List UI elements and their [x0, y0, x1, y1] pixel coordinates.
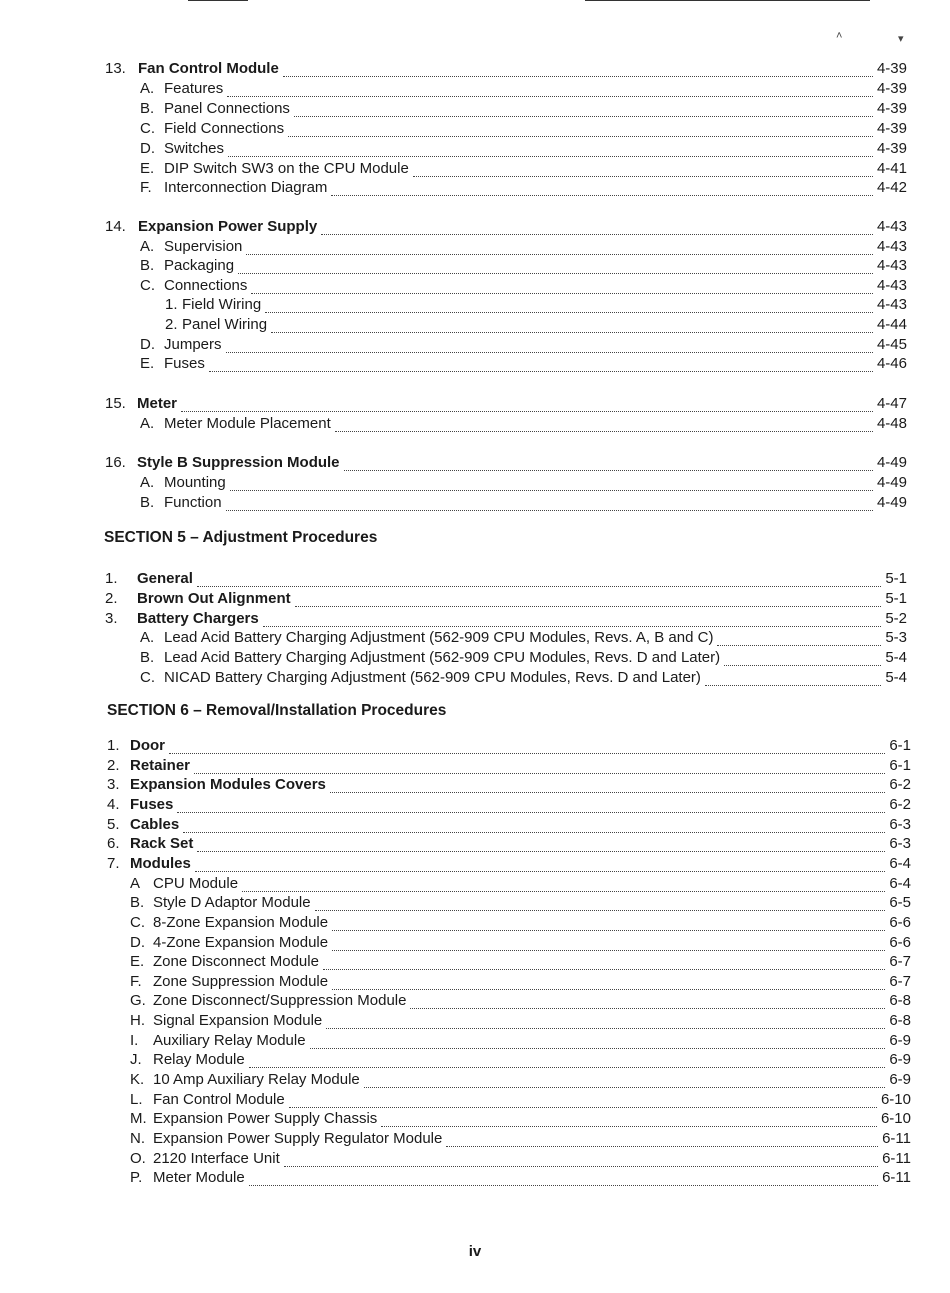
- entry-number: 6.: [107, 835, 120, 852]
- entry-number: I.: [130, 1032, 139, 1049]
- dot-leader: [330, 778, 885, 793]
- dot-leader: [323, 955, 885, 970]
- entry-number: E.: [130, 953, 145, 970]
- toc-entry[interactable]: [130, 913, 911, 933]
- toc-entry[interactable]: [140, 178, 907, 198]
- entry-number: 2.: [105, 590, 118, 607]
- toc-entry[interactable]: [107, 815, 911, 835]
- toc-entry[interactable]: [130, 952, 911, 972]
- entry-title: Rack Set: [130, 835, 194, 852]
- dot-leader: [288, 122, 873, 137]
- entry-number: 16.: [105, 454, 126, 471]
- entry-title: Style B Suppression Module: [137, 454, 340, 471]
- toc-entry[interactable]: [140, 99, 907, 119]
- dot-leader: [265, 298, 873, 313]
- entry-page-number: 4-46: [876, 355, 907, 372]
- entry-number: 1.: [107, 737, 120, 754]
- entry-title: Expansion Power Supply Chassis: [153, 1110, 378, 1127]
- entry-page-number: 6-11: [882, 1150, 911, 1167]
- entry-number: L.: [130, 1091, 143, 1108]
- toc-entry[interactable]: [140, 237, 907, 257]
- entry-page-number: 4-39: [876, 140, 907, 157]
- entry-page-number: 5-1: [885, 570, 907, 587]
- toc-entry[interactable]: [105, 589, 907, 609]
- entry-page-number: 6-9: [889, 1032, 911, 1049]
- dot-leader: [230, 476, 873, 491]
- dot-leader: [705, 671, 881, 686]
- entry-page-number: 4-49: [876, 454, 907, 471]
- dot-leader: [228, 142, 873, 157]
- entry-page-number: 6-1: [889, 737, 911, 754]
- entry-number: P.: [130, 1169, 143, 1186]
- entry-number: 15.: [105, 395, 126, 412]
- entry-title: Mounting: [164, 474, 226, 491]
- entry-page-number: 4-49: [876, 494, 907, 511]
- dot-leader: [344, 456, 873, 471]
- toc-entry[interactable]: [140, 473, 907, 493]
- toc-entry[interactable]: [130, 1070, 911, 1090]
- scan-speck: ▾: [898, 33, 904, 45]
- toc-entry[interactable]: [105, 394, 907, 414]
- entry-title: General: [137, 570, 193, 587]
- dot-leader: [246, 240, 873, 255]
- entry-page-number: 6-11: [882, 1169, 911, 1186]
- entry-page-number: 6-6: [889, 934, 911, 951]
- toc-entry[interactable]: [105, 453, 907, 473]
- dot-leader: [294, 102, 873, 117]
- entry-title: 4-Zone Expansion Module: [153, 934, 329, 951]
- entry-page-number: 5-2: [885, 610, 907, 627]
- entry-title: Expansion Modules Covers: [130, 776, 326, 793]
- entry-number: C.: [130, 914, 145, 931]
- dot-leader: [209, 357, 873, 372]
- toc-entry[interactable]: [140, 159, 907, 179]
- entry-number: B.: [140, 649, 155, 666]
- dot-leader: [183, 818, 885, 833]
- entry-number: K.: [130, 1071, 145, 1088]
- entry-title: 10 Amp Auxiliary Relay Module: [153, 1071, 360, 1088]
- entry-page-number: 6-7: [889, 973, 911, 990]
- entry-page-number: 6-2: [889, 776, 911, 793]
- entry-title: Zone Disconnect/Suppression Module: [153, 992, 407, 1009]
- entry-title: Retainer: [130, 757, 191, 774]
- entry-number: 4.: [107, 796, 120, 813]
- entry-page-number: 6-1: [889, 757, 911, 774]
- entry-page-number: 6-10: [880, 1091, 911, 1108]
- entry-title: 2120 Interface Unit: [153, 1150, 280, 1167]
- entry-number: B.: [140, 257, 155, 274]
- entry-title: Meter Module: [153, 1169, 245, 1186]
- entry-page-number: 6-9: [889, 1051, 911, 1068]
- entry-title: Lead Acid Battery Charging Adjustment (562-909 CPU Modules, Revs. D and Later): [164, 649, 721, 666]
- dot-leader: [249, 1053, 886, 1068]
- entry-title: 8-Zone Expansion Module: [153, 914, 329, 931]
- dot-leader: [321, 220, 873, 235]
- entry-page-number: 4-43: [876, 238, 907, 255]
- toc-entry[interactable]: [130, 933, 911, 953]
- entry-title: Lead Acid Battery Charging Adjustment (562-909 CPU Modules, Revs. A, B and C): [164, 629, 714, 646]
- dot-leader: [227, 82, 873, 97]
- dot-leader: [238, 259, 873, 274]
- entry-page-number: 6-11: [882, 1130, 911, 1147]
- entry-page-number: 6-10: [880, 1110, 911, 1127]
- toc-entry[interactable]: [140, 79, 907, 99]
- dot-leader: [381, 1112, 877, 1127]
- entry-number: A.: [140, 629, 155, 646]
- scan-speck: ˄: [836, 30, 843, 42]
- entry-title: Meter: [137, 395, 178, 412]
- toc-entry[interactable]: [140, 493, 907, 513]
- toc-entry[interactable]: [130, 1050, 911, 1070]
- entry-title: Fan Control Module: [138, 60, 279, 77]
- entry-page-number: 6-6: [889, 914, 911, 931]
- dot-leader: [169, 739, 885, 754]
- entry-title: Features: [164, 80, 224, 97]
- entry-title: Supervision: [164, 238, 243, 255]
- toc-entry[interactable]: [140, 335, 907, 355]
- toc-entry[interactable]: [140, 668, 907, 688]
- entry-number: 13.: [105, 60, 126, 77]
- entry-title: Fuses: [130, 796, 174, 813]
- dot-leader: [284, 1152, 878, 1167]
- entry-title: Field Wiring: [182, 296, 262, 313]
- dot-leader: [315, 896, 886, 911]
- entry-title: Field Connections: [164, 120, 285, 137]
- entry-title: Function: [164, 494, 222, 511]
- entry-number: J.: [130, 1051, 142, 1068]
- entry-title: Fuses: [164, 355, 205, 372]
- entry-number: A.: [140, 80, 155, 97]
- entry-page-number: 6-4: [889, 875, 911, 892]
- entry-page-number: 5-4: [885, 649, 907, 666]
- toc-entry[interactable]: [130, 991, 911, 1011]
- entry-title: Panel Wiring: [182, 316, 268, 333]
- entry-title: Battery Chargers: [137, 610, 259, 627]
- dot-leader: [332, 916, 885, 931]
- entry-number: H.: [130, 1012, 145, 1029]
- entry-number: 3.: [107, 776, 120, 793]
- entry-page-number: 6-5: [889, 894, 911, 911]
- entry-title: Auxiliary Relay Module: [153, 1032, 306, 1049]
- toc-entry[interactable]: [140, 139, 907, 159]
- entry-title: Door: [130, 737, 165, 754]
- entry-page-number: 6-4: [889, 855, 911, 872]
- toc-entry[interactable]: [165, 315, 907, 335]
- dot-leader: [310, 1034, 886, 1049]
- entry-number: 5.: [107, 816, 120, 833]
- entry-number: E.: [140, 355, 155, 372]
- entry-page-number: 5-3: [885, 629, 907, 646]
- entry-title: DIP Switch SW3 on the CPU Module: [164, 160, 409, 177]
- dot-leader: [197, 572, 881, 587]
- toc-entry[interactable]: [140, 414, 907, 434]
- entry-number: A.: [140, 238, 155, 255]
- entry-page-number: 6-8: [889, 992, 911, 1009]
- toc-entry[interactable]: [107, 854, 911, 874]
- toc-entry[interactable]: [130, 874, 911, 894]
- toc-entry[interactable]: [130, 972, 911, 992]
- entry-page-number: 4-43: [876, 296, 907, 313]
- toc-entry[interactable]: [130, 1168, 911, 1188]
- entry-page-number: 6-3: [889, 835, 911, 852]
- entry-page-number: 4-39: [876, 100, 907, 117]
- entry-title: Brown Out Alignment: [137, 590, 291, 607]
- entry-number: 1.: [105, 570, 118, 587]
- entry-number: 2.: [107, 757, 120, 774]
- toc-entry[interactable]: [140, 354, 907, 374]
- entry-number: A.: [140, 415, 155, 432]
- entry-title: Relay Module: [153, 1051, 245, 1068]
- entry-number: F.: [130, 973, 142, 990]
- toc-entry[interactable]: [130, 1109, 911, 1129]
- dot-leader: [446, 1132, 878, 1147]
- page-number: iv: [468, 1243, 482, 1260]
- section-heading: SECTION 5 – Adjustment Procedures: [104, 529, 378, 546]
- toc-entry[interactable]: [105, 59, 907, 79]
- dot-leader: [332, 936, 885, 951]
- entry-title: Zone Suppression Module: [153, 973, 329, 990]
- entry-number: B.: [130, 894, 145, 911]
- toc-entry[interactable]: [105, 609, 907, 629]
- entry-page-number: 4-39: [876, 60, 907, 77]
- entry-page-number: 4-45: [876, 336, 907, 353]
- dot-leader: [326, 1014, 885, 1029]
- entry-number: 3.: [105, 610, 118, 627]
- entry-title: Style D Adaptor Module: [153, 894, 311, 911]
- entry-number: C.: [140, 277, 155, 294]
- dot-leader: [194, 759, 885, 774]
- entry-page-number: 4-43: [876, 277, 907, 294]
- entry-page-number: 4-41: [876, 160, 907, 177]
- dot-leader: [724, 651, 881, 666]
- dot-leader: [197, 837, 885, 852]
- entry-page-number: 4-43: [876, 218, 907, 235]
- entry-number: 14.: [105, 218, 126, 235]
- entry-title: Connections: [164, 277, 248, 294]
- dot-leader: [226, 496, 873, 511]
- entry-page-number: 6-9: [889, 1071, 911, 1088]
- entry-number: F.: [140, 179, 152, 196]
- entry-page-number: 6-8: [889, 1012, 911, 1029]
- entry-title: NICAD Battery Charging Adjustment (562-909 CPU Modules, Revs. D and Later): [164, 669, 701, 686]
- dot-leader: [177, 798, 885, 813]
- entry-page-number: 6-2: [889, 796, 911, 813]
- entry-number: G.: [130, 992, 146, 1009]
- toc-entry[interactable]: [105, 569, 907, 589]
- entry-title: Zone Disconnect Module: [153, 953, 319, 970]
- toc-entry[interactable]: [140, 256, 907, 276]
- entry-title: Signal Expansion Module: [153, 1012, 323, 1029]
- entry-number: B.: [140, 100, 155, 117]
- entry-title: Expansion Power Supply: [138, 218, 318, 235]
- entry-number: 7.: [107, 855, 120, 872]
- dot-leader: [332, 975, 885, 990]
- toc-entry[interactable]: [107, 834, 911, 854]
- dot-leader: [364, 1073, 886, 1088]
- entry-number: D.: [140, 140, 155, 157]
- scan-edge-line-left: [188, 0, 248, 1]
- entry-number: M.: [130, 1110, 147, 1127]
- entry-number: D.: [140, 336, 155, 353]
- entry-title: Jumpers: [164, 336, 222, 353]
- entry-page-number: 4-39: [876, 80, 907, 97]
- dot-leader: [283, 62, 873, 77]
- toc-entry[interactable]: [107, 756, 911, 776]
- entry-number: A: [130, 875, 141, 892]
- toc-entry[interactable]: [107, 736, 911, 756]
- toc-entry[interactable]: [105, 217, 907, 237]
- toc-entry[interactable]: [165, 295, 907, 315]
- entry-title: Switches: [164, 140, 225, 157]
- entry-page-number: 5-4: [885, 669, 907, 686]
- dot-leader: [410, 994, 885, 1009]
- scan-edge-line-right: [585, 0, 870, 1]
- entry-title: Fan Control Module: [153, 1091, 285, 1108]
- entry-title: CPU Module: [153, 875, 239, 892]
- dot-leader: [295, 592, 882, 607]
- entry-page-number: 4-44: [876, 316, 907, 333]
- dot-leader: [413, 162, 873, 177]
- entry-number: 1.: [165, 296, 178, 313]
- entry-number: C.: [140, 669, 155, 686]
- toc-entry[interactable]: [140, 628, 907, 648]
- entry-title: Packaging: [164, 257, 235, 274]
- dot-leader: [271, 318, 873, 333]
- toc-entry[interactable]: [130, 1149, 911, 1169]
- entry-page-number: 5-1: [885, 590, 907, 607]
- entry-title: Panel Connections: [164, 100, 290, 117]
- dot-leader: [263, 612, 882, 627]
- entry-page-number: 4-43: [876, 257, 907, 274]
- dot-leader: [335, 417, 873, 432]
- dot-leader: [226, 338, 873, 353]
- entry-number: D.: [130, 934, 145, 951]
- entry-number: N.: [130, 1130, 145, 1147]
- dot-leader: [251, 279, 873, 294]
- entry-page-number: 4-42: [876, 179, 907, 196]
- dot-leader: [717, 631, 881, 646]
- entry-number: O.: [130, 1150, 146, 1167]
- section-heading: SECTION 6 – Removal/Installation Procedures: [107, 702, 447, 719]
- entry-title: Interconnection Diagram: [164, 179, 328, 196]
- toc-entry[interactable]: [107, 795, 911, 815]
- dot-leader: [195, 857, 885, 872]
- entry-number: E.: [140, 160, 155, 177]
- dot-leader: [242, 877, 885, 892]
- entry-number: C.: [140, 120, 155, 137]
- toc-entry[interactable]: [130, 1011, 911, 1031]
- dot-leader: [289, 1093, 877, 1108]
- entry-page-number: 6-3: [889, 816, 911, 833]
- entry-page-number: 6-7: [889, 953, 911, 970]
- toc-entry[interactable]: [130, 1031, 911, 1051]
- entry-title: Cables: [130, 816, 180, 833]
- entry-title: Expansion Power Supply Regulator Module: [153, 1130, 443, 1147]
- toc-entry[interactable]: [107, 775, 911, 795]
- dot-leader: [249, 1171, 878, 1186]
- entry-page-number: 4-47: [876, 395, 907, 412]
- entry-page-number: 4-48: [876, 415, 907, 432]
- entry-page-number: 4-49: [876, 474, 907, 491]
- dot-leader: [331, 181, 873, 196]
- entry-page-number: 4-39: [876, 120, 907, 137]
- entry-number: 2.: [165, 316, 178, 333]
- toc-entry[interactable]: [140, 119, 907, 139]
- toc-entry[interactable]: [130, 893, 911, 913]
- toc-entry[interactable]: [130, 1129, 911, 1149]
- entry-title: Modules: [130, 855, 191, 872]
- toc-entry[interactable]: [130, 1090, 911, 1110]
- entry-number: A.: [140, 474, 155, 491]
- dot-leader: [181, 397, 873, 412]
- entry-number: B.: [140, 494, 155, 511]
- entry-title: Meter Module Placement: [164, 415, 331, 432]
- toc-entry[interactable]: [140, 276, 907, 296]
- toc-entry[interactable]: [140, 648, 907, 668]
